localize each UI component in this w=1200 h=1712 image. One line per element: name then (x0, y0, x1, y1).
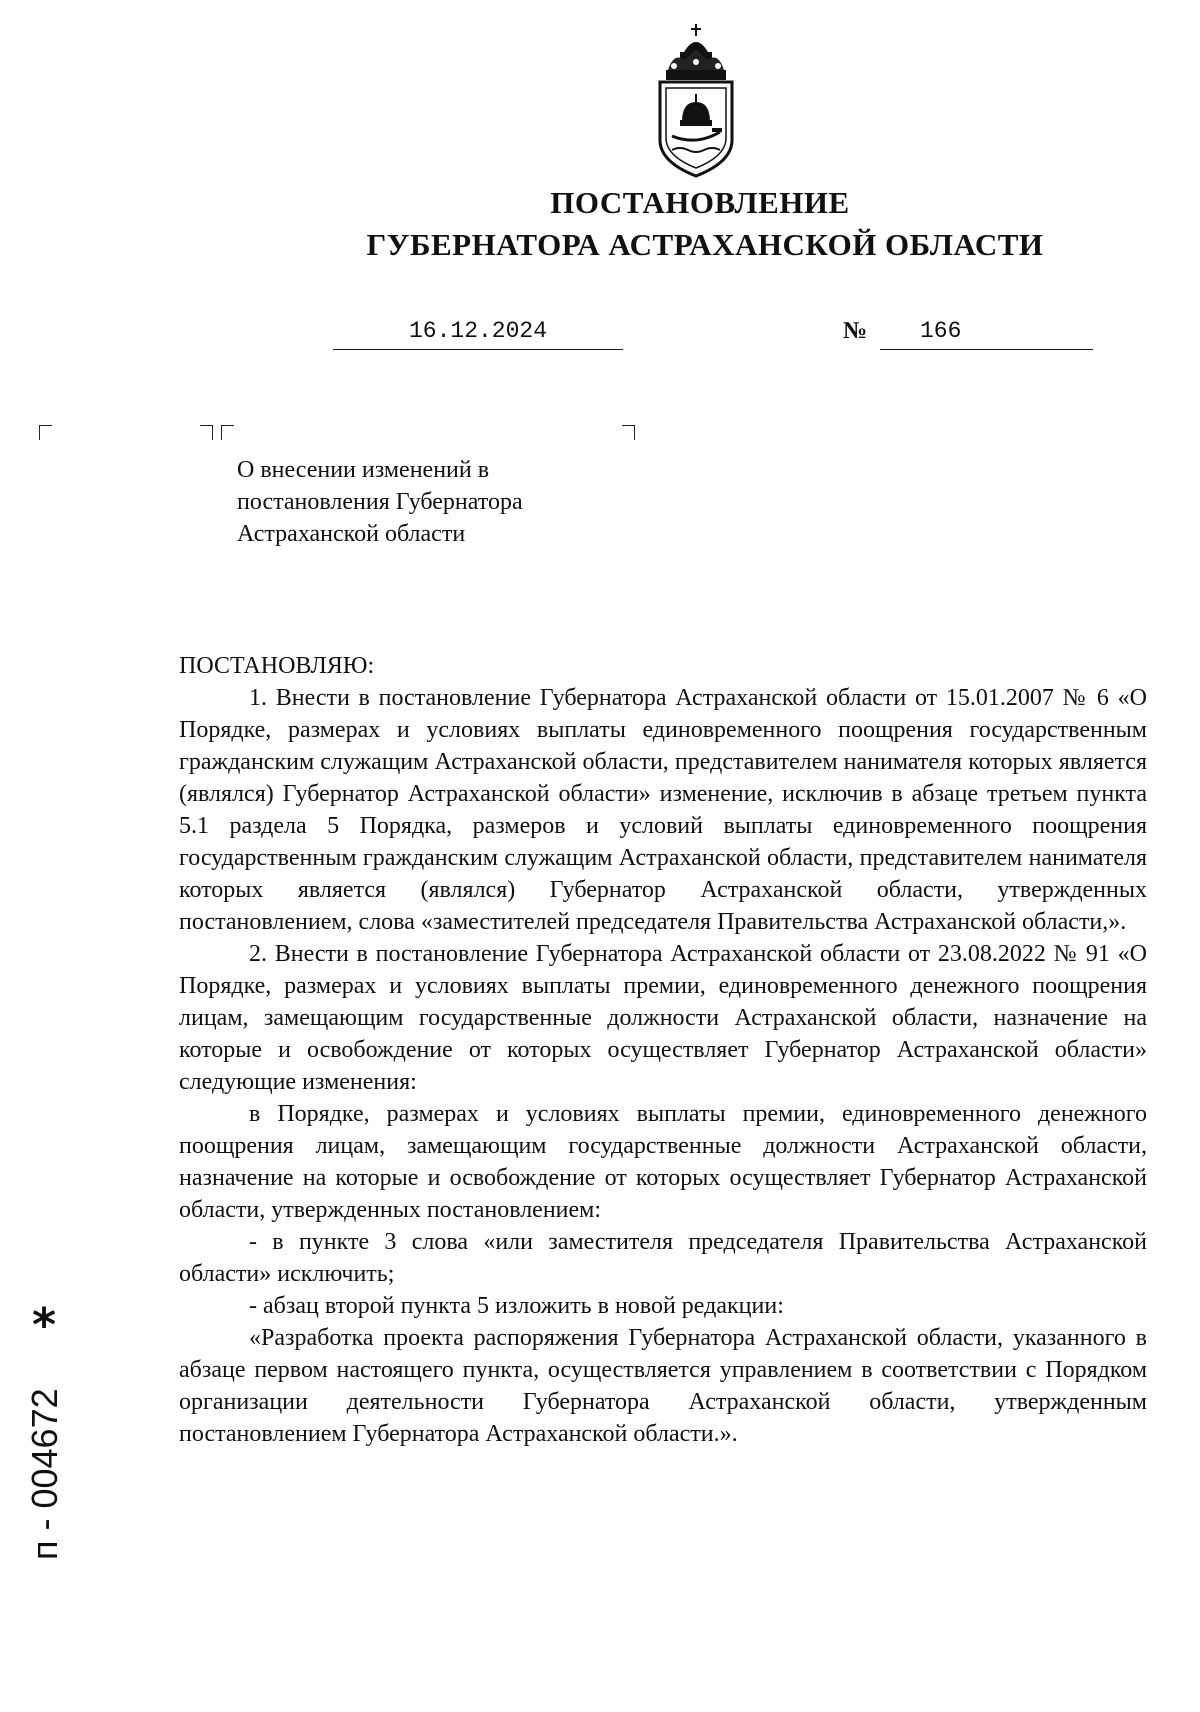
document-title (0, 182, 1200, 266)
number-sign: № (843, 318, 868, 344)
margin-registration-code: п - 004672 (24, 1388, 65, 1560)
title-line-2: ГУБЕРНАТОРА АСТРАХАНСКОЙ ОБЛАСТИ (366, 227, 1044, 262)
corner-mark-top-left (39, 425, 52, 440)
document-body (179, 650, 1147, 1450)
document-date: 16.12.2024 (333, 315, 623, 350)
document-subject: О внесении изменений в постановления Губернатора Астраханской области (237, 457, 523, 547)
paragraph-2: 2. Внести в постановление Губернатора Астраханской области от 23.08.2022 № 91 «О Порядке, размерах и условиях выплаты премии, единовременного денежного поощрения лицам, замещающим государственные должности Астраханской области, назначение на которые и освобождение от которых осуществляет Губернатор Астраханской области» следующие изменения: (179, 941, 1147, 1095)
paragraph-6: «Разработка проекта распоряжения Губернатора Астраханской области, указанного в абзаце первом настоящего пункта, осуществляется управлением в соответствии с Порядком организации деятельности Губернатора Астраханской области, утвержденным постановлением Губернатора Астраханской области.». (179, 1325, 1147, 1447)
paragraph-3: в Порядке, размерах и условиях выплаты премии, единовременного денежного поощрения лицам, замещающим государственные должности Астраханской области, назначение на которые и освобождение от которых осуществляет Губернатор Астраханской области, утвержденных постановлением: (179, 1101, 1147, 1223)
document-number: 166 (880, 315, 1093, 350)
corner-mark-subject-left (221, 425, 234, 440)
decree-word: ПОСТАНОВЛЯЮ: (179, 653, 375, 679)
paragraph-1: 1. Внести в постановление Губернатора Астраханской области от 15.01.2007 № 6 «О Порядке, размерах и условиях выплаты единовременного поощрения государственным гражданским служащим Астраханской области, представителем нанимателя которых является (являлся) Губернатор Астраханской области» изменение, исключив в абзаце третьем пункта 5.1 раздела 5 Порядка, размеров и условий выплаты единовременного поощрения государственным гражданским служащим Астраханской области, представителем нанимателя которых является (являлся) Губернатор Астраханской области, утвержденных постановлением, слова «заместителей председателя Правительства Астраханской области,». (179, 685, 1147, 935)
corner-mark-subject-right (622, 425, 635, 440)
coat-of-arms-icon (654, 22, 738, 178)
title-line-1: ПОСТАНОВЛЕНИЕ (550, 185, 850, 220)
paragraph-5: - абзац второй пункта 5 изложить в новой редакции: (249, 1293, 784, 1319)
corner-mark-top-right (200, 425, 213, 440)
margin-star: * (32, 1298, 57, 1352)
paragraph-4: - в пункте 3 слова «или заместителя председателя Правительства Астраханской области» исключить; (179, 1229, 1147, 1287)
